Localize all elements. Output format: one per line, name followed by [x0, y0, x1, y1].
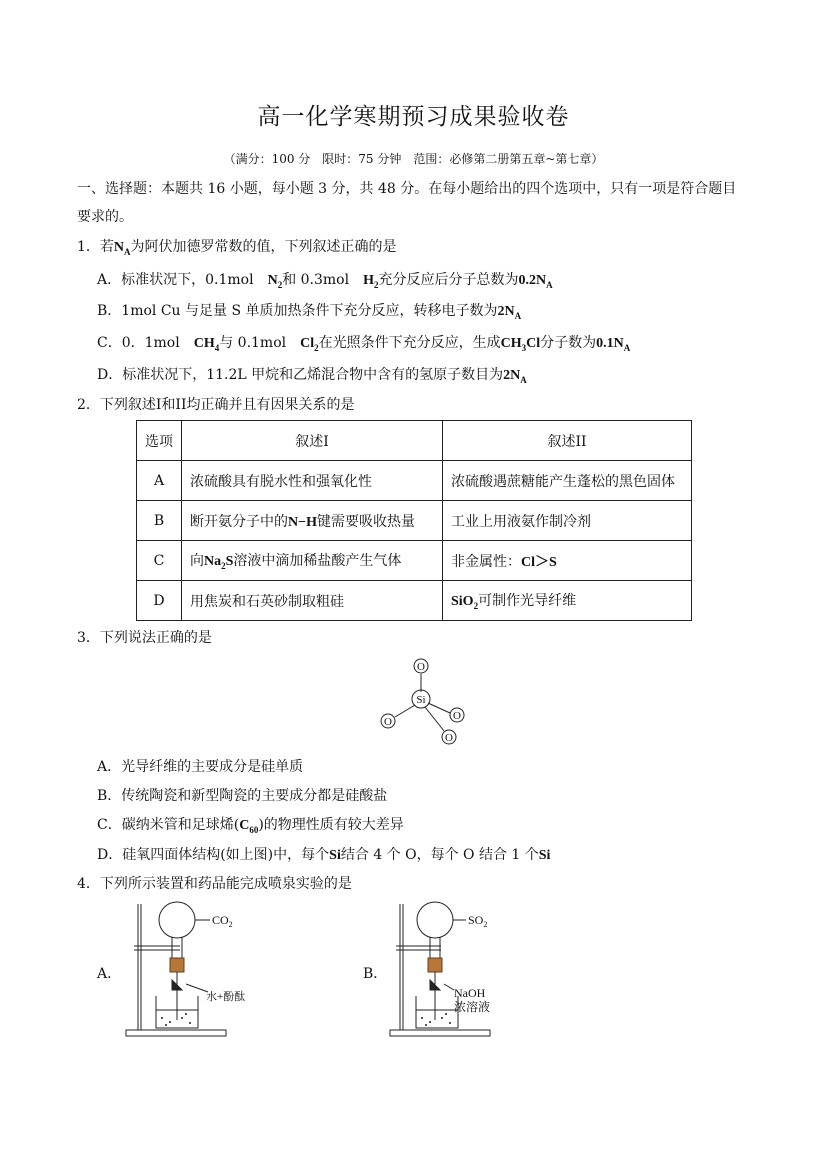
- liquid-label-b-2: 浓溶液: [454, 1000, 491, 1014]
- header-option: 选项: [137, 421, 182, 461]
- section-heading: 一、选择题：本题共 16 小题，每小题 3 分，共 48 分。在每小题给出的四个选项中，只有一项是符合题目: [77, 181, 737, 197]
- section-heading-cont: 要求的。: [77, 209, 133, 225]
- table-header-row: [137, 421, 692, 461]
- table-row: [137, 461, 692, 501]
- table-row: [137, 501, 692, 541]
- q4-stem: 4．下列所示装置和药品能完成喷泉实验的是: [77, 876, 352, 892]
- gas-label-b: $SO_2$: [468, 913, 488, 929]
- q3-option-b: B．传统陶瓷和新型陶瓷的主要成分都是硅酸盐: [97, 788, 388, 804]
- header-statement-2: 叙述II: [443, 421, 692, 461]
- o-atom-label: O: [445, 732, 453, 744]
- q3-option-c: C．碳纳米管和足球烯$(C_{60})$的物理性质有较大差异: [97, 817, 404, 835]
- q1-option-d: D．标准状况下，11.2L 甲烷和乙烯混合物中含有的氢原子数目为$2N_A$: [97, 367, 527, 385]
- row-option: A: [137, 461, 182, 501]
- q1-option-a: A．标准状况下，0.1mol $N_2$和 0.3mol $H_2$充分反应后分子总数为$0.2N_A$: [97, 272, 553, 290]
- q2-table: [136, 420, 692, 621]
- q4-option-a-label: A．: [97, 966, 122, 982]
- table-row: [137, 581, 692, 621]
- row-option: B: [137, 501, 182, 541]
- q4-option-b-label: B．: [363, 966, 388, 982]
- si-atom-label: Si: [416, 694, 426, 706]
- o-atom-label: O: [453, 710, 461, 722]
- q1-stem: 1．若$N_A$为阿伏加德罗常数的值，下列叙述正确的是: [77, 239, 397, 257]
- page-title: 高一化学寒期预习成果验收卷: [257, 104, 570, 130]
- row-statement-1: 浓硫酸具有脱水性和强氧化性: [182, 461, 443, 501]
- o-atom-label: O: [384, 716, 392, 728]
- exam-info: （满分：100 分 限时：75 分钟 范围：必修第二册第五章~第七章）: [223, 152, 604, 166]
- gas-label-a: $CO_2$: [212, 913, 233, 929]
- o-atom-label: O: [417, 661, 425, 673]
- q1-option-c: C．0．1mol $CH_4$与 0.1mol $Cl_2$在光照条件下充分反应，生成$CH_3Cl$分子数为$0.1N_A$: [97, 335, 631, 353]
- fountain-apparatus-b: [386, 900, 526, 1040]
- q1-option-b: B．1mol Cu 与足量 S 单质加热条件下充分反应，转移电子数为$2N_A$: [97, 303, 522, 321]
- silicon-oxygen-tetrahedron-figure: [375, 652, 475, 748]
- q3-stem: 3．下列说法正确的是: [77, 630, 212, 646]
- row-option: C: [137, 541, 182, 581]
- row-statement-1: 向$Na_2S$溶液中滴加稀盐酸产生气体: [182, 541, 443, 581]
- q3-option-a: A．光导纤维的主要成分是硅单质: [97, 759, 304, 775]
- header-statement-1: 叙述I: [182, 421, 443, 461]
- liquid-label-a: 水+酚酞: [206, 991, 246, 1003]
- row-statement-2: 工业上用液氨作制冷剂: [443, 501, 692, 541]
- row-option: D: [137, 581, 182, 621]
- table-row: [137, 541, 692, 581]
- liquid-label-b-1: NaOH: [454, 986, 486, 1000]
- q3-option-d: D．硅氧四面体结构(如上图)中，每个Si结合 4 个 O，每个 O 结合 1 个Si: [97, 847, 551, 863]
- fountain-apparatus-a: [120, 900, 260, 1040]
- q2-stem: 2．下列叙述I和II均正确并且有因果关系的是: [77, 397, 355, 413]
- row-statement-1: 断开氨分子中的N−H键需要吸收热量: [182, 501, 443, 541]
- row-statement-1: 用焦炭和石英砂制取粗硅: [182, 581, 443, 621]
- row-statement-2: 非金属性：Cl＞S: [443, 541, 692, 581]
- row-statement-2: 浓硫酸遇蔗糖能产生蓬松的黑色固体: [443, 461, 692, 501]
- row-statement-2: SiO$_2$可制作光导纤维: [443, 581, 692, 621]
